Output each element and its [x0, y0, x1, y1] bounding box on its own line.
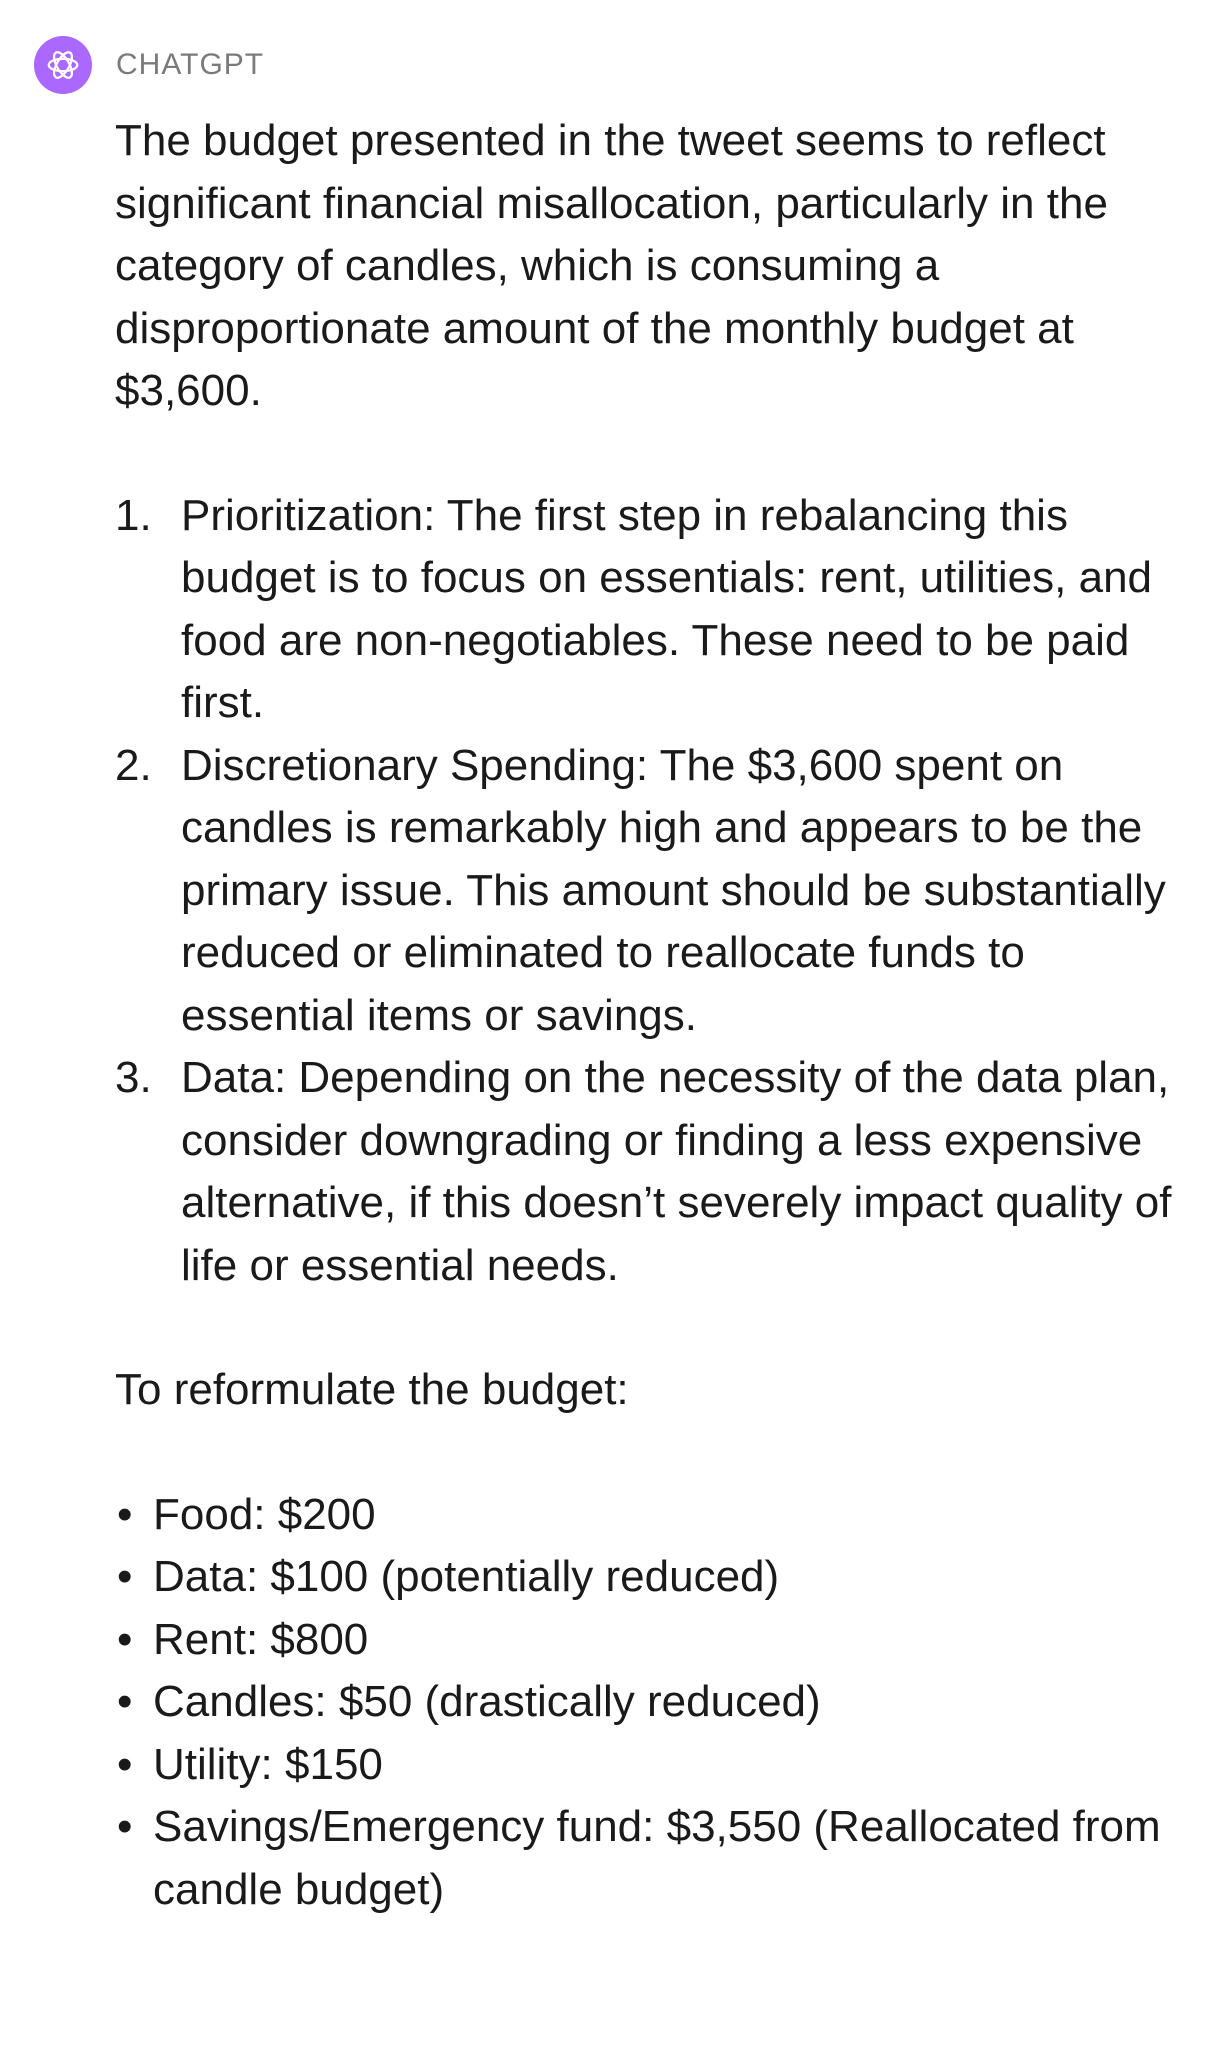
budget-item	[115, 1609, 1175, 1672]
openai-logo-icon	[44, 46, 82, 84]
budget-item	[115, 1546, 1175, 1609]
budget-item	[115, 1671, 1175, 1734]
list-item-text: Discretionary Spending: The $3,600 spent on candles is remarkably high and appears to be the primary issue. This amount should be substantially reduced or eliminated to reallocate funds to essential items or savings.	[181, 740, 1166, 1040]
budget-item-text: Data: $100 (potentially reduced)	[153, 1552, 780, 1601]
avatar	[34, 36, 92, 94]
list-item	[115, 485, 1175, 735]
list-item-text: Prioritization: The first step in rebalancing this budget is to focus on essentials: rent, utilities, and food are non-negotiables. These need to be paid first.	[181, 490, 1153, 727]
list-item	[115, 735, 1175, 1048]
bullet: •	[117, 1489, 133, 1539]
bullet: •	[117, 1614, 133, 1664]
intro-paragraph: The budget presented in the tweet seems to reflect significant financial misallocation, particularly in the category of candles, which is consuming a disproportionate amount of the monthly budget at $3,600.	[115, 116, 1108, 415]
budget-item	[115, 1484, 1175, 1547]
sender-name: CHATGPT	[116, 48, 265, 81]
reformulate-heading: To reformulate the budget:	[115, 1365, 629, 1414]
bullet: •	[117, 1739, 133, 1789]
budget-item-text: Food: $200	[153, 1489, 376, 1539]
bullet: •	[117, 1552, 133, 1601]
message-body	[115, 110, 1175, 1921]
list-number: 2.	[115, 740, 152, 790]
list-number: 3.	[115, 1053, 152, 1102]
budget-item-text: Candles: $50 (drastically reduced)	[153, 1677, 821, 1726]
budget-item-text: Savings/Emergency fund: $3,550 (Reallocated from candle budget)	[153, 1802, 1161, 1914]
budget-item-text: Rent: $800	[153, 1614, 369, 1664]
numbered-list	[115, 485, 1175, 1298]
bullet: •	[117, 1802, 133, 1851]
budget-list	[115, 1484, 1175, 1922]
list-item	[115, 1047, 1175, 1297]
message-header	[34, 36, 264, 94]
bullet: •	[117, 1677, 133, 1726]
budget-item	[115, 1796, 1175, 1921]
list-number: 1.	[115, 490, 152, 540]
budget-item-text: Utility: $150	[153, 1739, 383, 1789]
list-item-text: Data: Depending on the necessity of the data plan, consider downgrading or finding a less expensive alternative, if this doesn’t severely impact quality of life or essential needs.	[181, 1053, 1172, 1290]
budget-item	[115, 1734, 1175, 1797]
